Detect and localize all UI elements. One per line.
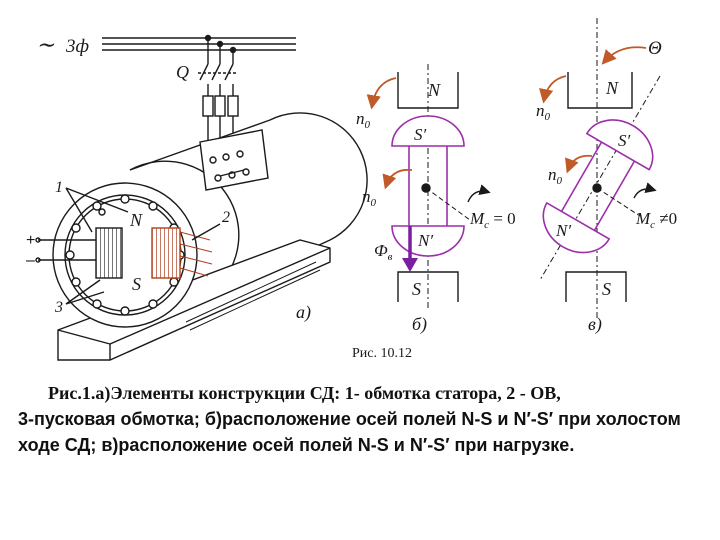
stator-pole-north-c — [568, 72, 632, 108]
plus-label: + — [26, 232, 36, 249]
svg-text:Mc = 0: $M_c = 0$ — [470, 209, 516, 231]
caption-rest: 3-пусковая обмотка; б)расположение осей полей N-S и N′-S′ при холостом ходе СД; в)расположение осей полей N-S и N′-S′ при нагрузке. — [18, 409, 681, 455]
panel-b-label: б) — [412, 314, 428, 334]
callout-3: 3 — [55, 299, 63, 316]
rotor-north-label: N — [130, 210, 143, 230]
svg-text:Фв: $Ф_в$ — [374, 241, 393, 263]
rotor-south-label: S — [132, 274, 141, 294]
figure-caption — [18, 380, 708, 458]
ac-symbol: ∼ — [36, 32, 55, 57]
panel-b-no-load — [356, 64, 516, 335]
pole-left — [96, 228, 122, 278]
panel-a-machine — [26, 32, 412, 361]
caption-line-1: Рис.1.а)Элементы конструкции СД: 1- обмотка статора, 2 - ОВ, — [48, 383, 561, 403]
stator-pole-south-c — [566, 272, 626, 302]
svg-text:n0: $n_0$ — [362, 187, 376, 209]
svg-text:N′: N′ — [556, 221, 572, 240]
svg-text:S′: S′ — [618, 131, 631, 150]
svg-text:n0: $n_0$ — [356, 109, 370, 131]
panel-a-label: а) — [296, 302, 311, 322]
source-figure-reference: Рис. 10.12 — [352, 346, 412, 361]
svg-text:S: S — [412, 279, 421, 299]
svg-text:N: N — [428, 80, 441, 100]
minus-label: – — [26, 252, 35, 269]
svg-text:n0: $n_0$ — [548, 165, 562, 187]
svg-text:n0: $n_0$ — [536, 101, 550, 123]
svg-text:N′: N′ — [418, 231, 434, 250]
panel-c-label: в) — [588, 314, 602, 334]
callout-2: 2 — [222, 209, 230, 226]
svg-text:S′: S′ — [414, 125, 427, 144]
svg-text:S: S — [602, 279, 611, 299]
svg-text:N: N — [606, 78, 619, 98]
pole-right — [152, 228, 180, 278]
panel-c-load — [532, 18, 677, 335]
svg-text:Mc ≠0: $M_c \ne 0$ — [636, 209, 678, 231]
supply-label: 3ф — [66, 36, 89, 57]
switch-label: Q — [176, 62, 189, 82]
callout-1: 1 — [55, 179, 63, 196]
svg-text:Θ: Θ — [648, 38, 662, 59]
